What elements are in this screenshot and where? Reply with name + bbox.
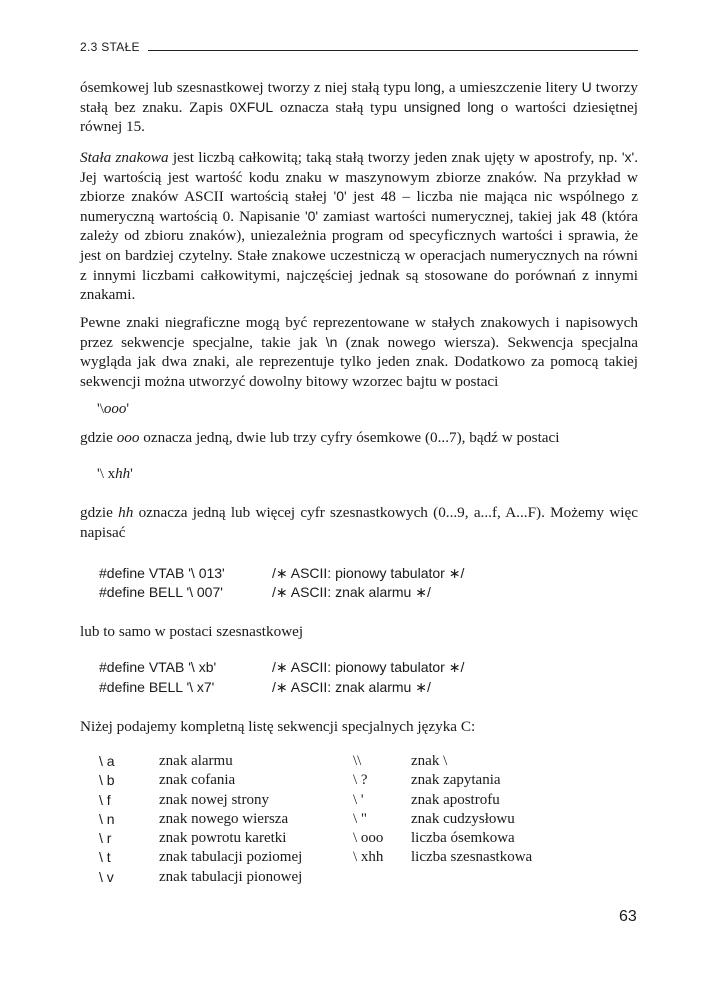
octal-escape-form: '\ooo' bbox=[97, 401, 130, 417]
paragraph-octal-digits: gdzie ooo oznacza jedną, dwie lub trzy cyfry ósemkowe (0...7), bądź w postaci bbox=[80, 429, 560, 446]
header-rule bbox=[148, 50, 638, 51]
paragraph-escape-sequences: Pewne znaki niegraficzne mogą być reprezentowane w stałych znakowych i napisowych przez sekwencje specjalne, takie jak \n (znak nowego wiersza). Sekwencja specjalna wygląda jak dwa znaki, ale reprezentuje tylko jeden znak. Dodatkowo za pomocą takiej sekwencji można utworzyć dowolny bitowy wzorzec bajtu w postaci bbox=[80, 314, 638, 390]
escape-sequence-table bbox=[99, 753, 559, 888]
term: Stała znakowa bbox=[80, 149, 169, 166]
paragraph-hex-variant: lub to samo w postaci szesnastkowej bbox=[80, 623, 304, 640]
running-header bbox=[80, 37, 638, 59]
code-comment: /∗ ASCII: znak alarmu ∗/ bbox=[272, 679, 431, 695]
keyword: '0' bbox=[304, 207, 319, 224]
code-line: #define BELL '\ 007' /∗ ASCII: znak alarmu ∗/ bbox=[99, 584, 431, 600]
table-row: \ v znak tabulacji pionowej bbox=[99, 868, 303, 885]
table-row: \ a znak alarmu \\ znak \ bbox=[99, 753, 448, 769]
keyword: U bbox=[581, 79, 592, 95]
table-row: \ n znak nowego wiersza \ " znak cudzysłowu bbox=[99, 810, 515, 827]
code-comment: /∗ ASCII: znak alarmu ∗/ bbox=[272, 584, 431, 600]
keyword: 0XFUL bbox=[229, 98, 274, 115]
paragraph-long-suffix: ósemkowej lub szesnastkowej tworzy z niej stałą typu long, a umieszczenie litery U tworzy stałą bez znaku. Zapis 0XFUL oznacza stałą typu unsigned long o wartości dziesiętnej równej 15. bbox=[80, 79, 638, 136]
table-row: \ b znak cofania \ ? znak zapytania bbox=[99, 772, 501, 789]
paragraph-character-constant: Stała znakowa jest liczbą całkowitą; taką stałą tworzy jeden znak ujęty w apostrofy, np. 'x'. Jej wartością jest wartość kodu znaku w maszynowym zbiorze znaków. Na przykład w zbiorze znaków ASCII wartością stałej '0' jest 48 – liczba nie mająca nic wspólnego z numeryczną wartością 0. Napisanie '0' zamiast wartości numerycznej, takiej jak 48 (która zależy od zbioru znaków), uniezależnia program od specyficznych wartości i sprawia, że jest on bardziej czytelny. Stałe znakowe uczestniczą w operacjach numerycznych na równi z innymi liczbami całkowitymi, najczęściej jednak są stosowane do porównań z innymi znakami. bbox=[80, 149, 638, 304]
hex-escape-form: '\ xhh' bbox=[97, 466, 133, 482]
keyword: unsigned long bbox=[403, 98, 494, 115]
section-title: 2.3 STAŁE bbox=[80, 40, 140, 54]
table-row: \ r znak powrotu karetki \ ooo liczba ósemkowa bbox=[99, 830, 515, 847]
table-row: \ t znak tabulacji poziomej \ xhh liczba szesnastkowa bbox=[99, 849, 533, 866]
paragraph-hex-digits: gdzie hh oznacza jedną lub więcej cyfr szesnastkowych (0...9, a...f, A...F). Możemy więc napisać bbox=[80, 504, 639, 541]
keyword: '0' bbox=[333, 188, 347, 205]
code-comment: /∗ ASCII: pionowy tabulator ∗/ bbox=[272, 565, 465, 581]
code-line: #define BELL '\ x7' /∗ ASCII: znak alarmu ∗/ bbox=[99, 679, 431, 695]
table-row: \ f znak nowej strony \ ' znak apostrofu bbox=[99, 791, 500, 808]
keyword: \n bbox=[325, 333, 338, 350]
keyword: 48 bbox=[581, 207, 597, 224]
code-line: #define VTAB '\ 013' /∗ ASCII: pionowy tabulator ∗/ bbox=[99, 565, 465, 581]
code-comment: /∗ ASCII: pionowy tabulator ∗/ bbox=[272, 659, 465, 675]
code-line: #define VTAB '\ xb' /∗ ASCII: pionowy tabulator ∗/ bbox=[99, 659, 465, 675]
keyword: 'x' bbox=[621, 149, 635, 165]
paragraph-escape-list-intro: Niżej podajemy kompletną listę sekwencji specjalnych języka C: bbox=[80, 718, 476, 735]
keyword: long bbox=[414, 79, 441, 95]
page-number: 63 bbox=[619, 908, 637, 925]
